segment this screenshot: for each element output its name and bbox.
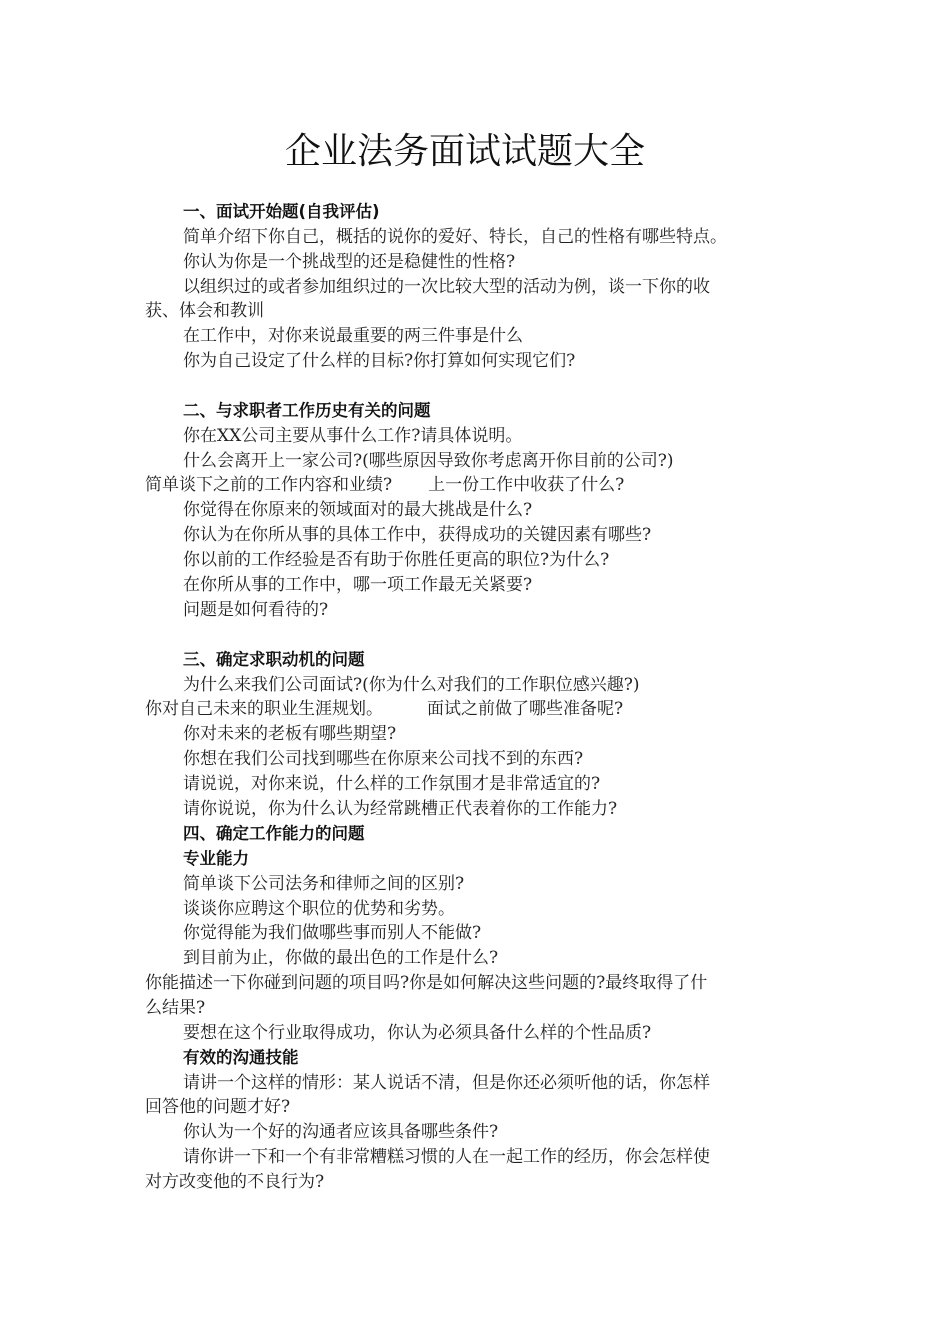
document-title: 企业法务面试试题大全 xyxy=(284,131,645,172)
question-text-continued: 获、体会和教训 xyxy=(145,301,264,321)
question-text: 你对自己未来的职业生涯规划。 xyxy=(145,699,383,719)
question-text: 在你所从事的工作中，哪一项工作最无关紧要? xyxy=(183,575,533,595)
question-line-pair xyxy=(145,698,623,720)
section-heading: 四、确定工作能力的问题 xyxy=(183,824,365,843)
question-text: 你以前的工作经验是否有助于你胜任更高的职位?为什么? xyxy=(183,550,610,570)
question-text: 简单介绍下你自己，概括的说你的爱好、特长，自己的性格有哪些特点。 xyxy=(183,227,727,247)
question-text: 在工作中，对你来说最重要的两三件事是什么 xyxy=(183,326,523,346)
question-text: 以组织过的或者参加组织过的一次比较大型的活动为例，谈一下你的收 xyxy=(183,277,710,297)
question-text-continued: 么结果? xyxy=(145,998,206,1018)
subsection-heading: 有效的沟通技能 xyxy=(183,1048,299,1067)
question-text: 你认为一个好的沟通者应该具备哪些条件? xyxy=(183,1122,499,1142)
question-text: 你认为你是一个挑战型的还是稳健性的性格? xyxy=(183,252,516,272)
question-text: 你认为在你所从事的具体工作中，获得成功的关键因素有哪些? xyxy=(183,525,652,545)
question-text: 谈谈你应聘这个职位的优势和劣势。 xyxy=(183,899,455,919)
question-text: 请你说说，你为什么认为经常跳槽正代表着你的工作能力? xyxy=(183,799,618,819)
question-text-continued: 对方改变他的不良行为? xyxy=(145,1172,325,1192)
question-text: 你为自己设定了什么样的目标?你打算如何实现它们? xyxy=(183,351,576,371)
section-heading: 一、面试开始题(自我评估) xyxy=(183,202,380,221)
question-text: 要想在这个行业取得成功，你认为必须具备什么样的个性品质? xyxy=(183,1023,652,1043)
question-text: 问题是如何看待的? xyxy=(183,600,329,620)
question-text: 你在XX公司主要从事什么工作?请具体说明。 xyxy=(183,426,523,446)
question-text: 你想在我们公司找到哪些在你原来公司找不到的东西? xyxy=(183,749,584,769)
question-text: 为什么来我们公司面试?(你为什么对我们的工作职位感兴趣?) xyxy=(183,675,640,695)
question-text: 请你讲一下和一个有非常糟糕习惯的人在一起工作的经历，你会怎样使 xyxy=(183,1147,710,1167)
question-text: 请讲一个这样的情形：某人说话不清，但是你还必须听他的话，你怎样 xyxy=(183,1073,710,1093)
section-heading: 三、确定求职动机的问题 xyxy=(183,650,365,669)
question-text: 你能描述一下你碰到问题的项目吗?你是如何解决这些问题的?最终取得了什 xyxy=(145,973,708,993)
question-text: 面试之前做了哪些准备呢? xyxy=(427,699,624,719)
question-text: 你觉得能为我们做哪些事而别人不能做? xyxy=(183,923,482,943)
question-text: 简单谈下之前的工作内容和业绩? xyxy=(145,475,393,495)
question-text: 你觉得在你原来的领域面对的最大挑战是什么? xyxy=(183,500,533,520)
question-text: 请说说，对你来说，什么样的工作氛围才是非常适宜的? xyxy=(183,774,601,794)
question-line-pair xyxy=(145,474,624,496)
subsection-heading: 专业能力 xyxy=(183,849,249,868)
section-heading: 二、与求职者工作历史有关的问题 xyxy=(183,401,431,420)
question-text: 到目前为止，你做的最出色的工作是什么? xyxy=(183,948,499,968)
question-text: 什么会离开上一家公司?(哪些原因导致你考虑离开你目前的公司?) xyxy=(183,451,674,471)
question-text-continued: 回答他的问题才好? xyxy=(145,1097,291,1117)
question-text: 你对未来的老板有哪些期望? xyxy=(183,724,397,744)
question-text: 上一份工作中收获了什么? xyxy=(428,475,625,495)
question-text: 简单谈下公司法务和律师之间的区别? xyxy=(183,874,465,894)
